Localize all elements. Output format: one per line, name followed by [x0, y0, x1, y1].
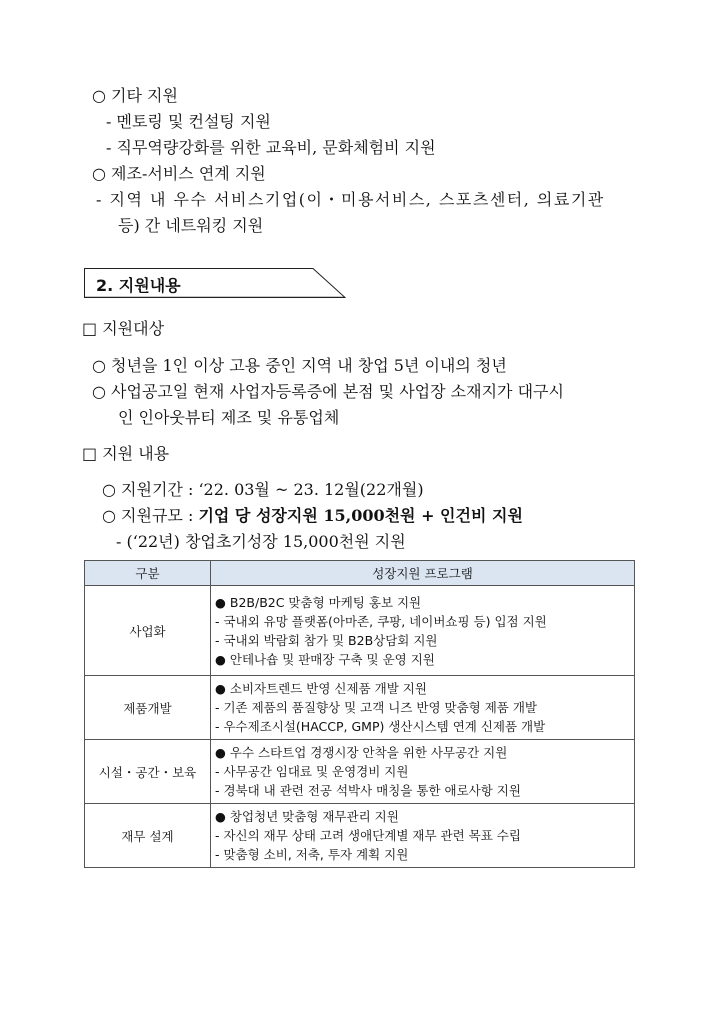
row-programs [211, 586, 635, 676]
program-item: ● 우수 스타트업 경쟁시장 안착을 위한 사무공간 지원 [215, 745, 508, 760]
other-support-heading: ○ 기타 지원 [92, 86, 178, 105]
section-header [84, 268, 346, 298]
scale-value: 기업 당 성장지원 15,000천원 + 인건비 지원 [198, 506, 523, 525]
program-item: - 사무공간 임대료 및 운영경비 지원 [215, 764, 409, 779]
program-item: ● 안테나숍 및 판매장 구축 및 운영 지원 [215, 651, 435, 667]
networking-item-line2: 등) 간 네트워킹 지원 [118, 216, 264, 235]
table-header-row [85, 561, 635, 586]
period-label: ○ 지원기간 : [102, 480, 194, 499]
row-programs [211, 676, 635, 740]
row-category: 재무 설계 [85, 804, 211, 868]
period-line [102, 480, 424, 500]
networking-item-line1: - 지역 내 우수 서비스기업(이・미용서비스, 스포츠센터, 의료기관 [96, 190, 605, 209]
program-item: - 우수제조시설(HACCP, GMP) 생산시스템 연계 신제품 개발 [215, 719, 546, 734]
manufacturing-heading: ○ 제조-서비스 연계 지원 [92, 164, 266, 183]
program-column-header: 성장지원 프로그램 [211, 561, 635, 586]
program-item: - 맞춤형 소비, 저축, 투자 계획 지원 [215, 847, 409, 862]
program-item: ● 창업청년 맞춤형 재무관리 지원 [215, 809, 399, 824]
program-item: - 자신의 재무 상태 고려 생애단계별 재무 관련 목표 수립 [215, 828, 521, 843]
row-category: 사업화 [85, 586, 211, 676]
table-row [85, 586, 635, 676]
row-category: 시설・공간・보육 [85, 740, 211, 804]
program-item: - 국내외 유망 플랫폼(아마존, 쿠팡, 네이버쇼핑 등) 입점 지원 [215, 613, 547, 629]
row-category: 제품개발 [85, 676, 211, 740]
program-item: ● 소비자트렌드 반영 신제품 개발 지원 [215, 681, 427, 696]
period-value: ‘22. 03월 ~ 23. 12월(22개월) [198, 480, 424, 499]
section-title: 2. 지원내용 [96, 276, 181, 295]
program-item: - 국내외 박람회 참가 및 B2B상담회 지원 [215, 632, 438, 648]
scale-detail: - (‘22년) 창업초기성장 15,000천원 지원 [116, 532, 406, 551]
program-item: ● B2B/B2C 맞춤형 마케팅 홍보 지원 [215, 594, 422, 610]
row-programs [211, 740, 635, 804]
education-item: - 직무역량강화를 위한 교육비, 문화체험비 지원 [106, 138, 436, 157]
mentoring-item: - 멘토링 및 컨설팅 지원 [106, 112, 271, 131]
table-row [85, 740, 635, 804]
row-programs [211, 804, 635, 868]
support-program-table [84, 560, 635, 868]
scale-label: ○ 지원규모 : [102, 506, 194, 525]
table-row [85, 676, 635, 740]
category-column-header: 구분 [85, 561, 211, 586]
table-row [85, 804, 635, 868]
target-item-1: ○ 청년을 1인 이상 고용 중인 지역 내 창업 5년 이내의 청년 [92, 356, 507, 375]
program-item: - 경북대 내 관련 전공 석박사 매칭을 통한 애로사항 지원 [215, 783, 521, 798]
target-item-2-line1: ○ 사업공고일 현재 사업자등록증에 본점 및 사업장 소재지가 대구시 [92, 382, 564, 401]
target-heading: □ 지원대상 [82, 319, 165, 338]
content-heading: □ 지원 내용 [82, 444, 170, 463]
scale-line [102, 506, 523, 526]
program-item: - 기존 제품의 품질향상 및 고객 니즈 반영 맞춤형 제품 개발 [215, 700, 537, 715]
target-item-2-line2: 인 인아웃뷰티 제조 및 유통업체 [118, 408, 340, 427]
